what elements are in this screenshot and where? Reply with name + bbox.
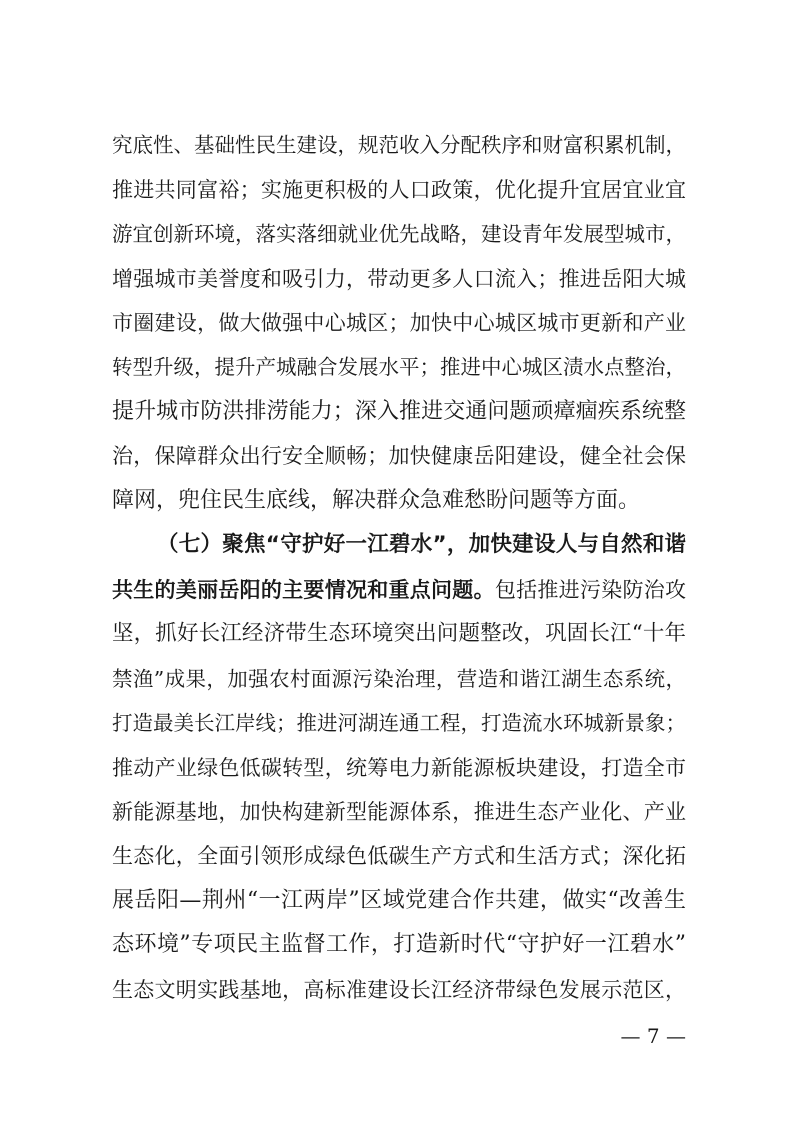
text-line: 坚，抓好长江经济带生态环境突出问题整改，巩固长江“十年	[112, 621, 686, 646]
text-line: 推动产业绿色低碳转型，统筹电力新能源板块建设，打造全市	[112, 756, 686, 780]
section-heading-continuation: 共生的美丽岳阳的主要情况和重点问题。	[112, 578, 495, 602]
text-line: 打造最美长江岸线；推进河湖连通工程，打造流水环城新景象；	[112, 711, 686, 735]
text-line: 障网，兜住民生底线，解决群众急难愁盼问题等方面。	[112, 488, 641, 513]
text-line	[112, 575, 686, 605]
text-line: 转型升级，提升产城融合发展水平；推进中心城区渍水点整治，	[112, 355, 686, 379]
text-line: 新能源基地，加快构建新型能源体系，推进生态产业化、产业	[112, 800, 686, 824]
text-line: 提升城市防洪排涝能力；深入推进交通问题顽瘴痼疾系统整	[112, 399, 686, 424]
text-line: 究底性、基础性民生建设，规范收入分配秩序和财富积累机制，	[112, 133, 686, 157]
text-line: 展岳阳—荆州“一江两岸”区域党建合作共建，做实“改善生	[112, 888, 686, 913]
text-line: 态环境”专项民主监督工作，打造新时代“守护好一江碧水”	[112, 932, 686, 957]
page-number: — 7 —	[620, 1024, 686, 1048]
text-line: 治，保障群众出行安全顺畅；加快健康岳阳建设，健全社会保	[112, 444, 686, 468]
text-line: 增强城市美誉度和吸引力，带动更多人口流入；推进岳阳大城	[112, 267, 686, 291]
text-line: 禁渔”成果，加强农村面源污染治理，营造和谐江湖生态系统，	[112, 667, 686, 691]
text-line: 生态化，全面引领形成绿色低碳生产方式和生活方式；深化拓	[112, 844, 686, 868]
text-line: 生态文明实践基地，高标准建设长江经济带绿色发展示范区，	[112, 978, 686, 1002]
section-heading: （七）聚焦“守护好一江碧水”，加快建设人与自然和谐	[157, 532, 686, 557]
text-line: 游宜创新环境，落实落细就业优先战略，建设青年发展型城市，	[112, 222, 686, 246]
text-line: 市圈建设，做大做强中心城区；加快中心城区城市更新和产业	[112, 311, 686, 335]
text-line: 推进共同富裕；实施更积极的人口政策，优化提升宜居宜业宜	[112, 178, 686, 202]
text-span: 包括推进污染防治攻	[494, 578, 687, 602]
